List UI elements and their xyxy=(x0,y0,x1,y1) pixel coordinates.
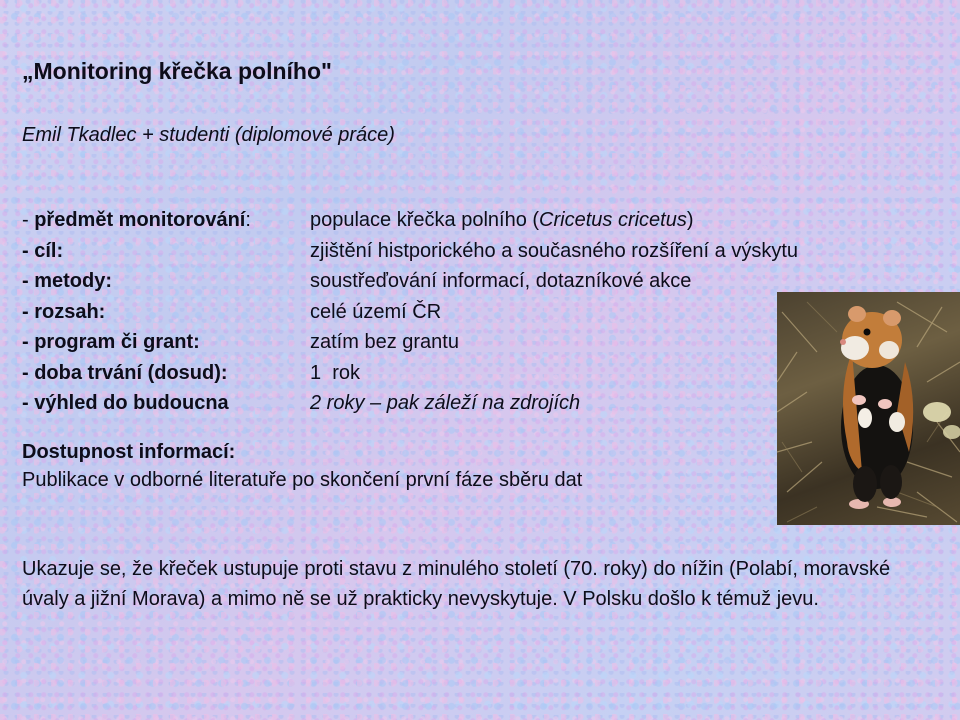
param-value-duration: 1 rok xyxy=(310,361,361,384)
param-value-outlook: 2 roky – pak záleží na zdrojích xyxy=(310,392,581,414)
param-label-outlook: - výhled do budoucna xyxy=(22,392,229,414)
hamster-illustration xyxy=(777,292,960,525)
closing-paragraph: Ukazuje se, že křeček ustupuje proti stavu z minulého století (70. roky) do nížin (Polabí, moravské úvaly a jižní Morava) a mimo ně se už prakticky nevyskytuje. V Polsku došlo k témuž jevu. xyxy=(22,558,891,610)
availability-text: Publikace v odborné literatuře po skončení první fáze sběru dat xyxy=(22,469,583,491)
species-latin-name: Cricetus cricetus xyxy=(539,209,687,231)
param-value-grant: zatím bez grantu xyxy=(310,331,459,353)
availability-heading: Dostupnost informací: xyxy=(22,441,236,463)
param-label-duration: - doba trvání (dosud): xyxy=(22,361,228,384)
param-label-scope: - rozsah: xyxy=(22,300,106,323)
param-label-grant: - program či grant: xyxy=(22,331,200,353)
param-label-subject: - předmět monitorování: xyxy=(22,209,251,231)
param-row-goal xyxy=(22,237,942,268)
param-value-scope: celé území ČR xyxy=(310,300,442,323)
param-label-methods: - metody: xyxy=(22,270,112,292)
param-value-subject: populace křečka polního (Cricetus cricetus) xyxy=(310,209,694,231)
param-label-goal: - cíl: xyxy=(22,239,64,262)
hamster-photo xyxy=(777,292,960,525)
slide-subtitle: Emil Tkadlec + studenti (diplomové práce) xyxy=(22,124,395,146)
param-value-methods: soustřeďování informací, dotazníkové akce xyxy=(310,270,692,292)
param-value-goal: zjištění histporického a současného rozšíření a výskytu xyxy=(310,239,799,262)
param-row-subject xyxy=(22,206,942,237)
slide-title: „Monitoring křečka polního" xyxy=(22,58,332,84)
